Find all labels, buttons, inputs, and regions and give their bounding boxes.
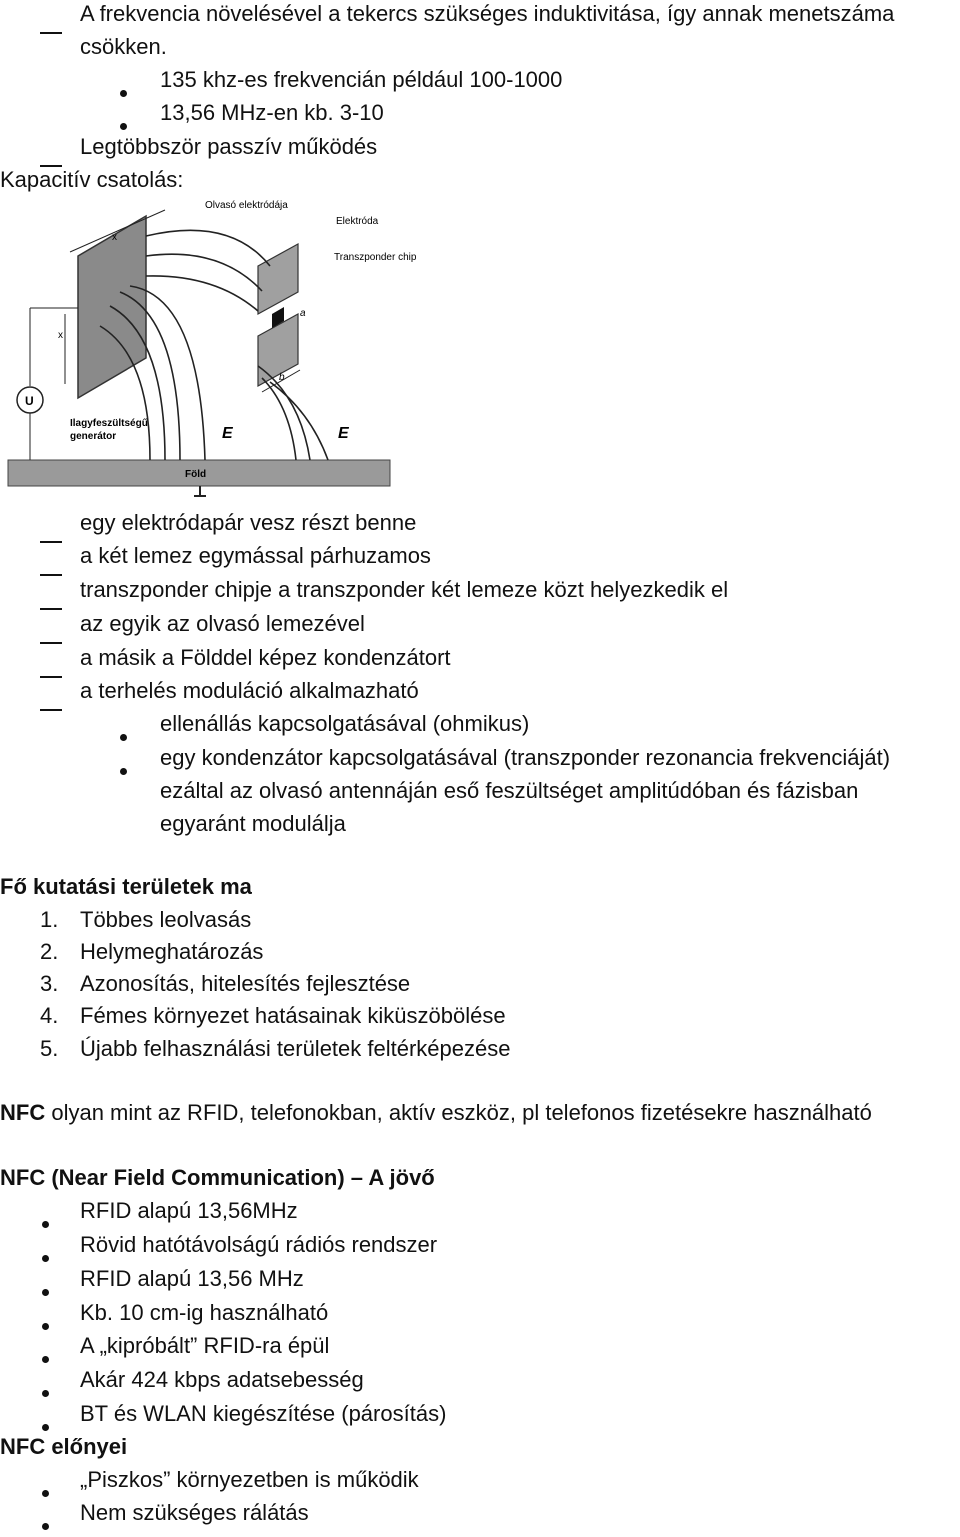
label-reader-electrode: Olvasó elektródája [205,200,288,211]
text: Azonosítás, hitelesítés fejlesztése [80,971,411,996]
label-generator-1: Ilagyfeszültségű [70,418,148,429]
dash-bullet-icon [40,574,62,576]
dash-bullet-icon [40,709,62,711]
text: egy elektródapár vesz részt benne [80,510,417,535]
item-number: 5. [40,1036,59,1061]
item-number: 2. [40,939,59,964]
label-a: a [300,308,306,319]
text: A frekvencia növelésével a tekercs szükséges induktivitása, így annak menetszáma [80,1,895,26]
text: Kapacitív csatolás: [0,167,184,192]
bullet-icon [120,90,127,97]
label-u: U [25,394,34,408]
text: 13,56 MHz-en kb. 3-10 [160,100,384,125]
text: A „kipróbált” RFID-ra épül [80,1333,330,1358]
item-number: 4. [40,1003,59,1028]
bullet-icon [42,1390,49,1397]
text: egy kondenzátor kapcsolgatásával (transzponder rezonancia frekvenciáját) [160,745,891,770]
bullet-icon [120,734,127,741]
text: ellenállás kapcsolgatásával (ohmikus) [160,711,530,736]
text: az egyik az olvasó lemezével [80,611,365,636]
text: ezáltal az olvasó antennáján eső feszültséget amplitúdóban és fázisban [160,778,859,803]
label-transponder-chip: Transzponder chip [334,252,417,263]
text: Kb. 10 cm-ig használható [80,1300,329,1325]
text: Többes leolvasás [80,907,252,932]
bullet-icon [120,768,127,775]
label-x-side: x [58,330,63,341]
text: NFC előnyei [0,1434,128,1459]
text: „Piszkos” környezetben is működik [80,1467,419,1492]
text: egyaránt modulálja [160,811,346,836]
ground-label: Föld [185,469,207,480]
label-e2: E [338,425,349,442]
text: a terhelés moduláció alkalmazható [80,678,419,703]
nfc-intro-rest: olyan mint az RFID, telefonokban, aktív eszköz, pl telefonos fizetésekre használható [45,1100,872,1125]
label-b: b [279,372,285,383]
label-e1: E [222,425,233,442]
text: RFID alapú 13,56MHz [80,1198,298,1223]
bullet-icon [42,1424,49,1431]
item-number: 1. [40,907,59,932]
label-generator-2: generátor [70,431,117,442]
bullet-icon [120,123,127,130]
text: 135 khz-es frekvencián például 100-1000 [160,67,563,92]
dash-bullet-icon [40,541,62,543]
nfc-intro-bold: NFC [0,1100,46,1125]
text: csökken. [80,34,167,59]
text: Újabb felhasználási területek feltérképezése [80,1036,511,1061]
text: Nem szükséges rálátás [80,1500,309,1525]
text: Legtöbbször passzív működés [80,134,378,159]
text: a másik a Földdel képez kondenzátort [80,645,451,670]
text: a két lemez egymással párhuzamos [80,543,431,568]
text: NFC (Near Field Communication) – A jövő [0,1165,435,1190]
dash-bullet-icon [40,608,62,610]
bullet-icon [42,1221,49,1228]
bullet-icon [42,1255,49,1262]
text: Rövid hatótávolságú rádiós rendszer [80,1232,438,1257]
bullet-icon [42,1490,49,1497]
text: transzponder chipje a transzponder két lemeze közt helyezkedik el [80,577,729,602]
dash-bullet-icon [40,32,62,34]
label-electrode: Elektróda [336,216,379,227]
text: Fő kutatási területek ma [0,874,252,899]
text: Helymeghatározás [80,939,264,964]
dash-bullet-icon [40,642,62,644]
bullet-icon [42,1289,49,1296]
dash-bullet-icon [40,676,62,678]
item-number: 3. [40,971,59,996]
nfc-intro-text [0,1099,872,1127]
bullet-icon [42,1523,49,1530]
bullet-icon [42,1323,49,1330]
capacitive-coupling-diagram [0,196,417,500]
label-x-top: x [112,232,117,243]
text: Fémes környezet hatásainak kiküszöbölése [80,1003,506,1028]
bullet-icon [42,1356,49,1363]
text: RFID alapú 13,56 MHz [80,1266,304,1291]
text: BT és WLAN kiegészítése (párosítás) [80,1401,447,1426]
diagram-background [0,196,400,500]
text: Akár 424 kbps adatsebesség [80,1367,364,1392]
